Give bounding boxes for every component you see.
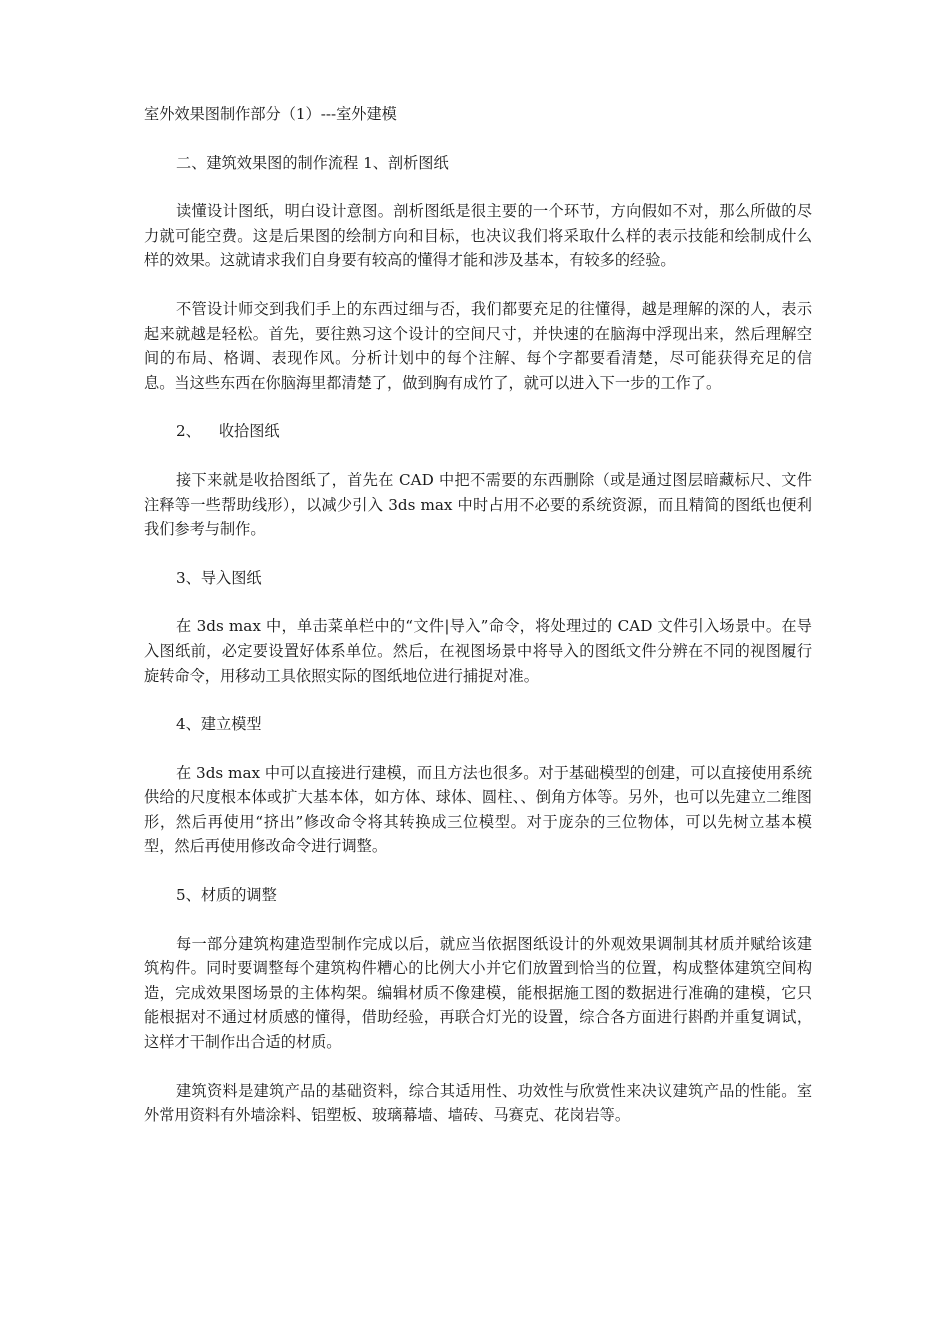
paragraph-clean-drawings: 接下来就是收拾图纸了，首先在 CAD 中把不需要的东西删除（或是通过图层暗藏标尺、文件注释等一些帮助线形），以减少引入 3ds max 中时占用不必要的系统资源，而且精简的图纸也便利我们参考与制作。 <box>144 470 812 539</box>
step-number-2: 2、 <box>176 422 201 441</box>
paragraph-building-materials: 建筑资料是建筑产品的基础资料，综合其适用性、功效性与欣赏性来决议建筑产品的性能。室外常用资料有外墙涂料、铝塑板、玻璃幕墙、墙砖、马赛克、花岗岩等。 <box>144 1081 812 1125</box>
step-heading-5: 5、材质的调整 <box>176 886 277 905</box>
paragraph-material-adjust: 每一部分建筑构建造型制作完成以后，就应当依据图纸设计的外观效果调制其材质并赋给该建筑构件。同时要调整每个建筑构件糟心的比例大小并它们放置到恰当的位置，构成整体建筑空间构造，完成效果图场景的主体构架。编辑材质不像建模，能根据施工图的数据进行准确的建模，它只能根据对不通过材质感的懂得，借助经验，再联合灯光的设置，综合各方面进行斟酌并重复调试，这样才干制作出合适的材质。 <box>144 934 812 1052</box>
paragraph-build-model: 在 3ds max 中可以直接进行建模，而且方法也很多。对于基础模型的创建，可以直接使用系统供给的尺度根本体或扩大基本体，如方体、球体、圆柱、、倒角方体等。另外，也可以先建立二维图形，然后再使用“挤出”修改命令将其转换成三位模型。对于庞杂的三位物体，可以先树立基本模型，然后再使用修改命令进行调整。 <box>144 763 812 856</box>
step-heading-4: 4、建立模型 <box>176 715 262 734</box>
step-label-2: 收拾图纸 <box>218 422 280 441</box>
step-heading-3: 3、导入图纸 <box>176 568 262 587</box>
document-title: 室外效果图制作部分（1）---室外建模 <box>144 105 397 123</box>
paragraph-analyze-drawings: 读懂设计图纸，明白设计意图。剖析图纸是很主要的一个环节，方向假如不对，那么所做的尽力就可能空费。这是后果图的绘制方向和目标，也决议我们将采取什么样的表示技能和绘制成什么样的效果。这就请求我们自身要有较高的懂得才能和涉及基本，有较多的经验。 <box>144 202 812 270</box>
step-heading-2 <box>144 419 812 444</box>
paragraph-understanding: 不管设计师交到我们手上的东西过细与否，我们都要充足的往懂得，越是理解的深的人，表示起来就越是轻松。首先，要往熟习这个设计的空间尺寸，并快速的在脑海中浮现出来，然后理解空间的布局、格调、表现作风。分析计划中的每个注解、每个字都要看清楚，尽可能获得充足的信息。当这些东西在你脑海里都清楚了，做到胸有成竹了，就可以进入下一步的工作了。 <box>144 299 812 392</box>
section-heading: 二、建筑效果图的制作流程 1、剖析图纸 <box>176 153 449 172</box>
document-body <box>144 102 812 1152</box>
paragraph-import-drawings: 在 3ds max 中，单击菜单栏中的“文件|导入”命令，将处理过的 CAD 文件引入场景中。在导入图纸前，必定要设置好体系单位。然后，在视图场景中将导入的图纸文件分辨在不同的视图履行旋转命令，用移动工具依照实际的图纸地位进行捕捉对准。 <box>144 617 812 685</box>
